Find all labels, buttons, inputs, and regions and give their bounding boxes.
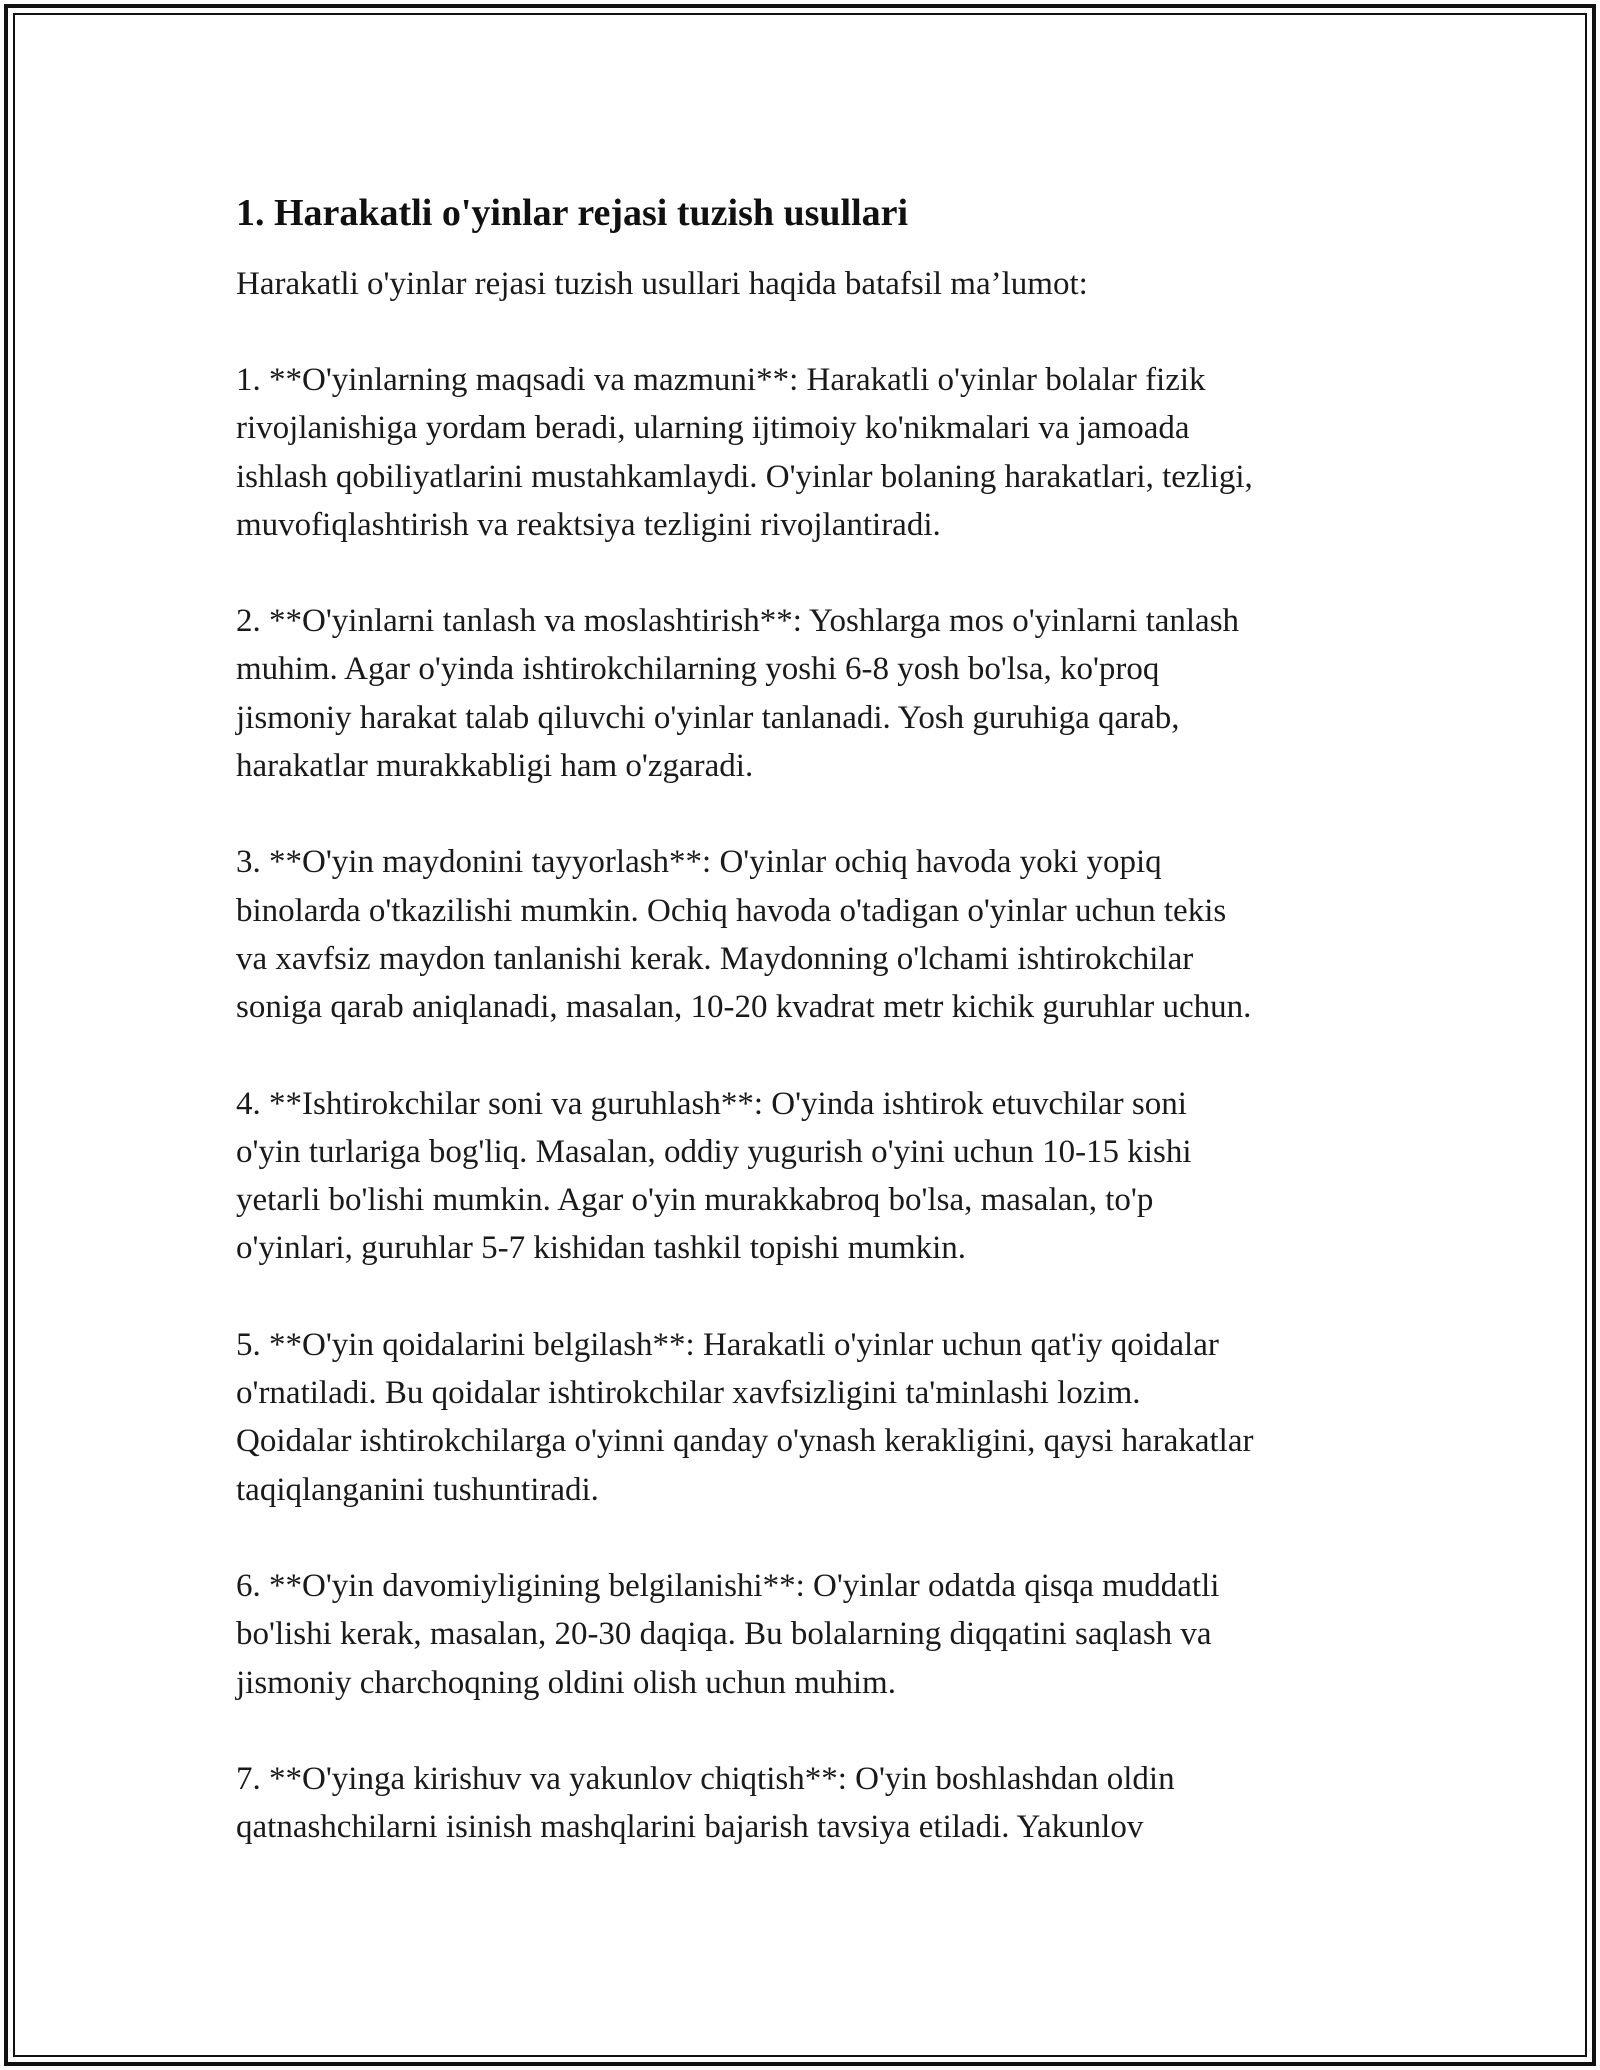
list-item-line: jismoniy harakat talab qiluvchi o'yinlar tanlanadi. Yosh guruhiga qarab, — [236, 699, 1180, 736]
list-item-line: o'yin turlariga bog'liq. Masalan, oddiy yugurish o'yini uchun 10-15 kishi — [236, 1133, 1192, 1170]
list-item-2 — [236, 597, 1386, 790]
list-item-line: jismoniy charchoqning oldini olish uchun muhim. — [236, 1664, 896, 1701]
page-title: 1. Harakatli o'yinlar rejasi tuzish usullari — [236, 192, 909, 234]
intro-paragraph: Harakatli o'yinlar rejasi tuzish usullari haqida batafsil ma’lumot: — [236, 266, 1088, 302]
list-item-line: o'yinlari, guruhlar 5-7 kishidan tashkil topishi mumkin. — [236, 1230, 967, 1267]
list-item-line: harakatlar murakkabligi ham o'zgaradi. — [236, 748, 754, 785]
list-item-line: ishlash qobiliyatlarini mustahkamlaydi. O'yinlar bolaning harakatlari, tezligi, — [236, 458, 1253, 495]
list-item-7 — [236, 1755, 1386, 1852]
list-item-line: taqiqlanganini tushuntiradi. — [236, 1471, 599, 1508]
list-item-line: muhim. Agar o'yinda ishtirokchilarning yoshi 6-8 yosh bo'lsa, ko'proq — [236, 651, 1160, 688]
list-item-1 — [236, 356, 1386, 549]
list-item-line: 3. **O'yin maydonini tayyorlash**: O'yinlar ochiq havoda yoki yopiq — [236, 844, 1162, 881]
list-item-line: o'rnatiladi. Bu qoidalar ishtirokchilar xavfsizligini ta'minlashi lozim. — [236, 1375, 1141, 1412]
list-item-line: 4. **Ishtirokchilar soni va guruhlash**: O'yinda ishtirok etuvchilar soni — [236, 1085, 1187, 1122]
list-item-line: 2. **O'yinlarni tanlash va moslashtirish**: Yoshlarga mos o'yinlarni tanlash — [236, 603, 1240, 640]
list-item-line: 6. **O'yin davomiyligining belgilanishi**: O'yinlar odatda qisqa muddatli — [236, 1567, 1220, 1604]
list-item-line: 1. **O'yinlarning maqsadi va mazmuni**: Harakatli o'yinlar bolalar fizik — [236, 362, 1206, 398]
list-item-line: 7. **O'yinga kirishuv va yakunlov chiqtish**: O'yin boshlashdan oldin — [236, 1760, 1175, 1797]
list-item-line: muvofiqlashtirish va reaktsiya tezligini rivojlantiradi. — [236, 506, 941, 543]
list-item-line: va xavfsiz maydon tanlanishi kerak. Maydonning o'lchami ishtirokchilar — [236, 940, 1194, 977]
document-body — [236, 188, 1386, 1851]
list-item-line: soniga qarab aniqlanadi, masalan, 10-20 kvadrat metr kichik guruhlar uchun. — [236, 989, 1252, 1026]
list-item-line: 5. **O'yin qoidalarini belgilash**: Harakatli o'yinlar uchun qat'iy qoidalar — [236, 1326, 1219, 1363]
list-item-5 — [236, 1321, 1386, 1514]
list-item-line: rivojlanishiga yordam beradi, ularning ijtimoiy ko'nikmalari va jamoada — [236, 410, 1190, 447]
list-item-line: binolarda o'tkazilishi mumkin. Ochiq havoda o'tadigan o'yinlar uchun tekis — [236, 892, 1227, 929]
list-item-line: Qoidalar ishtirokchilarga o'yinni qanday o'ynash kerakligini, qaysi harakatlar — [236, 1423, 1254, 1460]
list-item-3 — [236, 838, 1386, 1031]
list-item-line: yetarli bo'lishi mumkin. Agar o'yin murakkabroq bo'lsa, masalan, to'p — [236, 1182, 1154, 1219]
list-item-4 — [236, 1080, 1386, 1273]
list-item-line: qatnashchilarni isinish mashqlarini bajarish tavsiya etiladi. Yakunlov — [236, 1809, 1144, 1846]
list-item-line: bo'lishi kerak, masalan, 20-30 daqiqa. Bu bolalarning diqqatini saqlash va — [236, 1616, 1212, 1653]
list-item-6 — [236, 1562, 1386, 1707]
